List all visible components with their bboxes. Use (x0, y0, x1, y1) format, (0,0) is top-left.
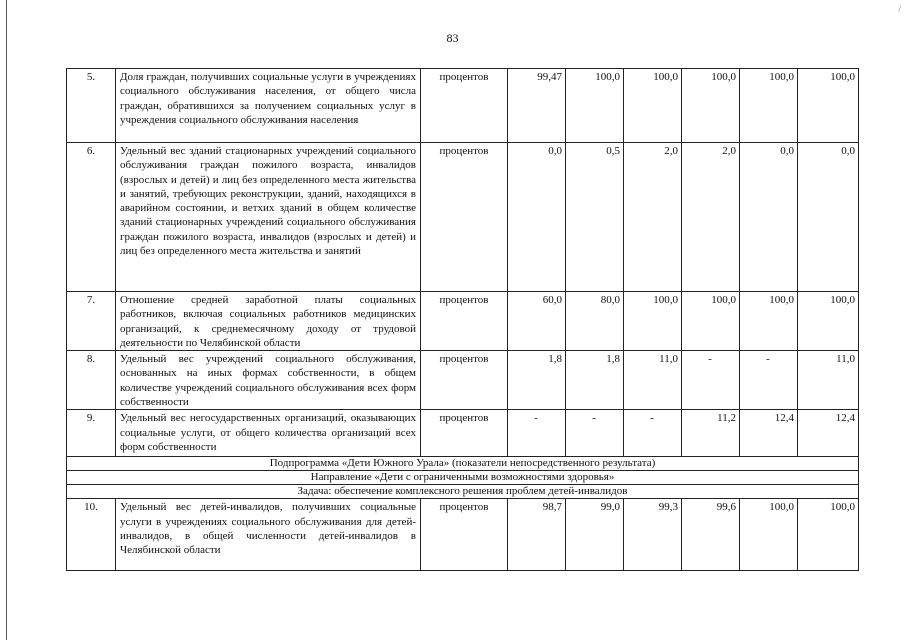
row-number: 7. (67, 292, 116, 351)
value-cell: - (682, 351, 740, 410)
value-cell: 11,2 (682, 410, 740, 457)
value-cell: 100,0 (740, 292, 798, 351)
value-cell: 0,0 (508, 143, 566, 292)
unit-of-measure: процентов (421, 410, 508, 457)
table-row (67, 292, 859, 351)
value-cell: 1,8 (566, 351, 624, 410)
value-cell: 99,3 (624, 499, 682, 571)
row-number: 6. (67, 143, 116, 292)
value-cell: - (624, 410, 682, 457)
value-cell: 100,0 (682, 69, 740, 143)
row-number: 5. (67, 69, 116, 143)
indicator-description: Удельный вес негосударственных организаций, оказывающих социальные услуги, от общего количества организаций всех форм собственности (116, 410, 421, 457)
corner-mark: / (898, 4, 901, 14)
value-cell: 80,0 (566, 292, 624, 351)
page-left-border-line (6, 0, 7, 640)
value-cell: 12,4 (798, 410, 859, 457)
value-cell: 100,0 (798, 292, 859, 351)
table-row (67, 69, 859, 143)
value-cell: 2,0 (624, 143, 682, 292)
indicator-description: Удельный вес учреждений социального обслуживания, основанных на иных формах собственности, в общем количестве учреждений социального обслуживания всех форм собственности (116, 351, 421, 410)
value-cell: 0,0 (740, 143, 798, 292)
value-cell: 0,5 (566, 143, 624, 292)
indicator-description: Отношение средней заработной платы социальных работников, включая социальных работников медицинских организаций, к среднемесячному доходу от трудовой деятельности по Челябинской области (116, 292, 421, 351)
value-cell: 99,47 (508, 69, 566, 143)
value-cell: 11,0 (798, 351, 859, 410)
value-cell: 100,0 (566, 69, 624, 143)
indicator-description: Удельный вес детей-инвалидов, получивших социальные услуги в учреждениях социального обслуживания для детей-инвалидов, в общей численности детей-инвалидов в Челябинской области (116, 499, 421, 571)
table-row (67, 410, 859, 457)
value-cell: 98,7 (508, 499, 566, 571)
subprogram-heading: Подпрограмма «Дети Южного Урала» (показатели непосредственного результата) (67, 457, 859, 471)
value-cell: 100,0 (798, 69, 859, 143)
value-cell: 99,0 (566, 499, 624, 571)
value-cell: 100,0 (740, 69, 798, 143)
row-number: 9. (67, 410, 116, 457)
unit-of-measure: процентов (421, 292, 508, 351)
indicator-description: Удельный вес зданий стационарных учреждений социального обслуживания граждан пожилого возраста, инвалидов (взрослых и детей) и лиц без определенного места жительства и занятий, требующих реконструкции, зданий, находящихся в аварийном состоянии, и ветхих зданий в общем количестве зданий стационарных учреждений социального обслуживания граждан пожилого возраста, инвалидов (взрослых и детей) и лиц без определенного места жительства и занятий (116, 143, 421, 292)
value-cell: 0,0 (798, 143, 859, 292)
unit-of-measure: процентов (421, 69, 508, 143)
task-heading: Задача: обеспечение комплексного решения проблем детей-инвалидов (67, 485, 859, 499)
value-cell: 99,6 (682, 499, 740, 571)
value-cell: - (508, 410, 566, 457)
row-number: 10. (67, 499, 116, 571)
table-row (67, 351, 859, 410)
page-number: 83 (446, 31, 459, 45)
unit-of-measure: процентов (421, 351, 508, 410)
table-row (67, 499, 859, 571)
value-cell: 100,0 (624, 292, 682, 351)
value-cell: 100,0 (682, 292, 740, 351)
value-cell: 12,4 (740, 410, 798, 457)
unit-of-measure: процентов (421, 499, 508, 571)
indicator-description: Доля граждан, получивших социальные услуги в учреждениях социального обслуживания населения, от общего числа граждан, обратившихся за получением социальных услуг в учреждения социального обслуживания населения (116, 69, 421, 143)
value-cell: 11,0 (624, 351, 682, 410)
unit-of-measure: процентов (421, 143, 508, 292)
table-span-row (67, 485, 859, 499)
value-cell: 1,8 (508, 351, 566, 410)
value-cell: - (740, 351, 798, 410)
value-cell: 100,0 (740, 499, 798, 571)
value-cell: - (566, 410, 624, 457)
value-cell: 100,0 (624, 69, 682, 143)
table-span-row (67, 457, 859, 471)
value-cell: 60,0 (508, 292, 566, 351)
table-row (67, 143, 859, 292)
row-number: 8. (67, 351, 116, 410)
value-cell: 100,0 (798, 499, 859, 571)
indicators-table (66, 68, 859, 571)
table-span-row (67, 471, 859, 485)
direction-heading: Направление «Дети с ограниченными возможностями здоровья» (67, 471, 859, 485)
value-cell: 2,0 (682, 143, 740, 292)
